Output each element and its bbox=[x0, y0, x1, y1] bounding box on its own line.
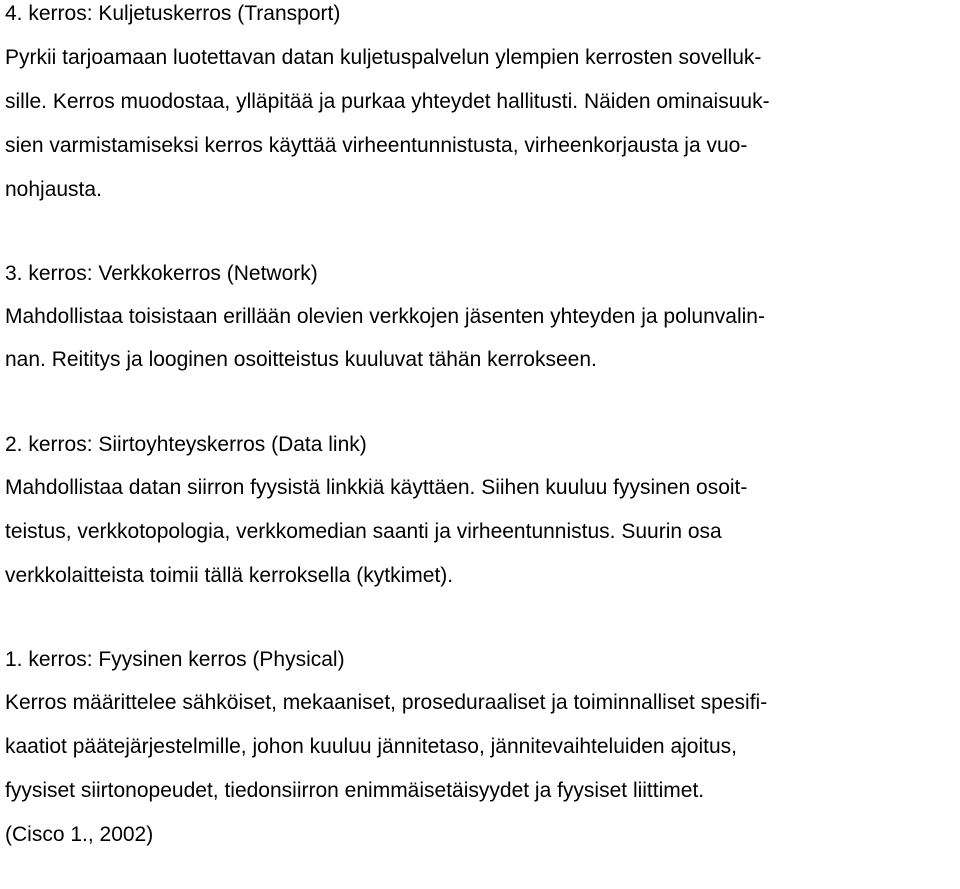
paragraph-line: nan. Reititys ja looginen osoitteistus kuuluvat tähän kerrokseen. bbox=[5, 348, 597, 371]
section-heading: 1. kerros: Fyysinen kerros (Physical) bbox=[5, 648, 345, 671]
section-network-layer bbox=[5, 263, 955, 370]
paragraph-line: sien varmistamiseksi kerros käyttää virheentunnistusta, virheenkorjausta ja vuo- bbox=[5, 134, 748, 157]
paragraph-line: Mahdollistaa toisistaan erillään olevien verkkojen jäsenten yhteyden ja polunvalin- bbox=[5, 305, 765, 328]
paragraph-line: teistus, verkkotopologia, verkkomedian saanti ja virheentunnistus. Suurin osa bbox=[5, 520, 722, 543]
section-physical-layer bbox=[5, 649, 955, 845]
section-heading: 2. kerros: Siirtoyhteyskerros (Data link) bbox=[5, 433, 367, 456]
paragraph-line: nohjausta. bbox=[5, 178, 102, 201]
paragraph-line: Pyrkii tarjoamaan luotettavan datan kuljetuspalvelun ylempien kerrosten sovelluk- bbox=[5, 46, 762, 69]
section-transport-layer bbox=[5, 3, 955, 200]
paragraph-line: fyysiset siirtonopeudet, tiedonsiirron enimmäisetäisyydet ja fyysiset liittimet. bbox=[5, 779, 705, 802]
section-data-link-layer bbox=[5, 434, 955, 586]
section-heading: 3. kerros: Verkkokerros (Network) bbox=[5, 262, 318, 285]
paragraph-line: kaatiot päätejärjestelmille, johon kuuluu jännitetaso, jännitevaihteluiden ajoitus, bbox=[5, 735, 737, 758]
section-heading: 4. kerros: Kuljetuskerros (Transport) bbox=[5, 2, 341, 25]
citation: (Cisco 1., 2002) bbox=[5, 823, 154, 846]
paragraph-line: sille. Kerros muodostaa, ylläpitää ja purkaa yhteydet hallitusti. Näiden ominaisuuk- bbox=[5, 90, 770, 113]
paragraph-line: Mahdollistaa datan siirron fyysistä linkkiä käyttäen. Siihen kuuluu fyysinen osoit- bbox=[5, 476, 748, 499]
document-page bbox=[5, 0, 955, 845]
paragraph-line: verkkolaitteista toimii tällä kerroksella (kytkimet). bbox=[5, 564, 454, 587]
paragraph-line: Kerros määrittelee sähköiset, mekaaniset, proseduraaliset ja toiminnalliset spesifi- bbox=[5, 691, 768, 714]
